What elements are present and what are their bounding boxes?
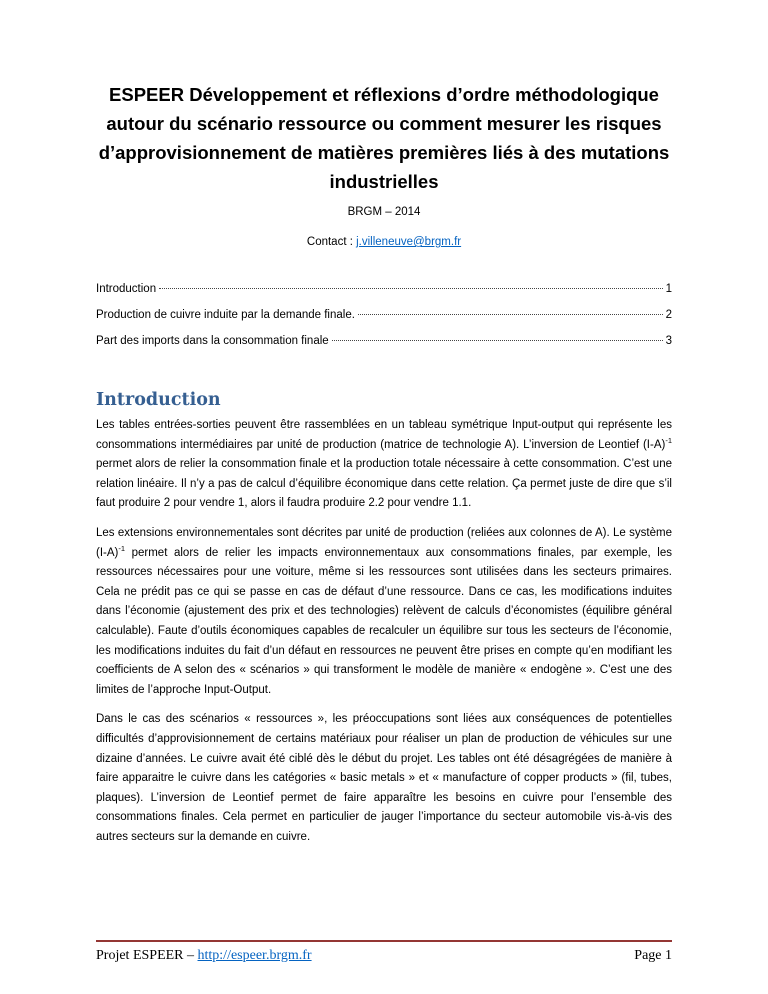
toc-leader-dots: [332, 340, 663, 341]
toc-label: Production de cuivre induite par la demande finale.: [96, 309, 355, 321]
organization-year: BRGM – 2014: [347, 206, 421, 218]
toc-page-number: 2: [665, 309, 672, 321]
table-of-contents: [96, 283, 672, 361]
toc-page-number: 3: [665, 335, 672, 347]
superscript: -1: [118, 543, 126, 553]
footer-project: Projet ESPEER – http://espeer.brgm.fr: [96, 948, 312, 963]
paragraph-3: Dans le cas des scénarios « ressources », les préoccupations sont liées aux conséquences de potentielles difficultés d’approvisionnement de certains matériaux pour réaliser un plan de production de véhicules sur une dizaine d’années. Le cuivre avait été ciblé dès le début du projet. Les tables ont été désagrégées de manière à faire apparaitre le cuivre dans les catégories « basic metals » et « manufacture of copper products » (fil, tubes, plaques). L’inversion de Leontief permet de faire apparaître les besoins en cuivre pour l’ensemble des consommations finales. Cela permet en particulier de jauger l’importance du secteur automobile vis-à-vis des autres secteurs sur la demande en cuivre.: [96, 713, 672, 843]
toc-entry-part-imports[interactable]: [96, 335, 672, 352]
project-url-link[interactable]: http://espeer.brgm.fr: [197, 948, 312, 963]
paragraph-2: Les extensions environnementales sont décrites par unité de production (reliées aux colonnes de A). Le système $(I-A)^{-1}$ permet alors de relier les impacts environnementaux aux consommations finales, par exemple, les ressources nécessaires pour une voiture, même si les ressources sont utilisées dans les secteurs primaires. Cela ne prédit pas ce qui se passe en cas de défaut d’une ressource. Dans ce cas, les modifications induites dans l’économie (ajustement des prix et des technologies) relèvent de calculs d’économistes (équilibre général calculable). Faute d’outils économiques capables de recalculer un équilibre sur tous les secteurs de l’économie, les modifications induites du fait d’un défaut en ressources ne peuvent être prises en compte qu’en modifiant les coefficients de A selon des « scénarios » qui transforment le modèle de manière « endogène ». C’est une des limites de l’approche Input-Output.: [96, 526, 672, 696]
toc-leader-dots: [358, 314, 663, 315]
section-body: [96, 416, 672, 857]
page-footer: [96, 948, 672, 964]
superscript: -1: [665, 435, 672, 445]
toc-label: Introduction: [96, 283, 157, 295]
toc-entry-introduction[interactable]: [96, 283, 672, 300]
contact-line: [0, 236, 768, 248]
toc-leader-dots: [159, 288, 662, 289]
page-number: Page 1: [634, 948, 672, 963]
toc-entry-production-cuivre[interactable]: [96, 309, 672, 326]
toc-page-number: 1: [665, 283, 672, 295]
contact-label: Contact :: [306, 236, 357, 248]
footer-divider: [96, 940, 672, 942]
document-title: ESPEER Développement et réflexions d’ordre méthodologique autour du scénario ressource ou comment mesurer les risques d’approvisionnement de matières premières liés à des mutations industrielles: [98, 84, 670, 192]
toc-label: Part des imports dans la consommation finale: [96, 335, 329, 347]
contact-email-link[interactable]: j.villeneuve@brgm.fr: [356, 236, 462, 248]
paragraph-1: Les tables entrées-sorties peuvent être rassemblées en un tableau symétrique Input-output qui représente les consommations intermédiaires par unité de production (matrice de technologie A). L’inversion de Leontief $(I-A)^{-1}$ permet alors de relier la consommation finale et la production totale nécessaire à cette consommation. C’est une relation linéaire. Il n’y a pas de calcul d’équilibre économique dans cette relation. Ça permet juste de dire que s’il faut produire 2 pour vendre 1, alors il faudra produire 2.2 pour vendre 1.1.: [96, 419, 672, 510]
section-heading-introduction: Introduction: [96, 390, 221, 410]
